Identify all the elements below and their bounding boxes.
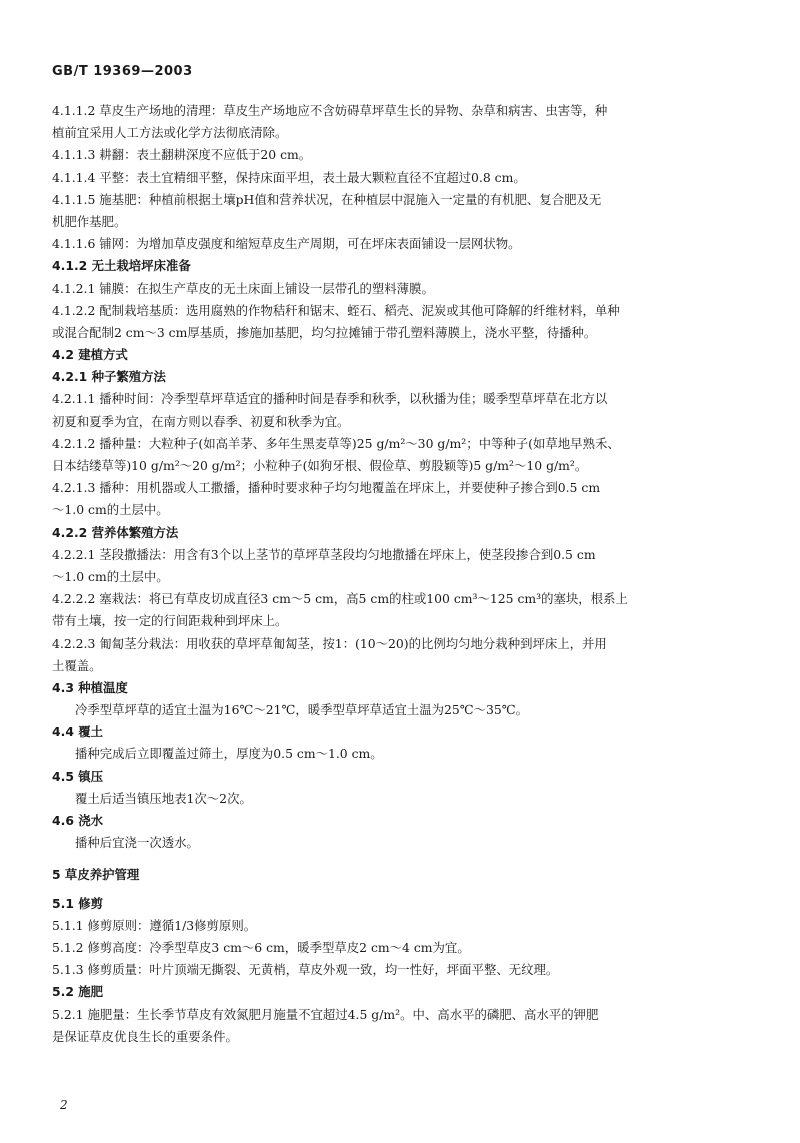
text-line: 5.1.3 修剪质量：叶片顶端无撕裂、无黄梢，草皮外观一致，均一性好，坪面平整、无纹理。: [52, 962, 559, 978]
section-heading: 4.2 建植方式: [52, 347, 128, 363]
standard-number-header: GB/T 19369—2003: [52, 64, 193, 79]
text-line: 4.1.1.3 耕翻：表土翻耕深度不应低于20 cm。: [52, 147, 312, 163]
text-line: 4.2.2.3 匍匐茎分栽法：用收获的草坪草匍匐茎，按1：(10～20)的比例均匀地分栽种到坪床上，并用: [52, 635, 607, 651]
text-line: 4.2.1.3 播种：用机器或人工撒播，播种时要求种子均匀地覆盖在坪床上，并要使种子掺合到0.5 cm: [52, 480, 601, 496]
section-heading: 5.2 施肥: [52, 984, 104, 1000]
text-line: 5.1.2 修剪高度：冷季型草皮3 cm～6 cm，暖季型草皮2 cm～4 cm为宜。: [52, 939, 470, 955]
text-line: 覆土后适当镇压地表1次～2次。: [75, 790, 252, 806]
section-heading: 4.2.1 种子繁殖方法: [52, 369, 166, 385]
text-line: 5.1.1 修剪原则：遵循1/3修剪原则。: [52, 917, 257, 933]
text-line: 土覆盖。: [52, 657, 102, 673]
text-line: 机肥作基肥。: [52, 213, 127, 229]
text-line: 是保证草皮优良生长的重要条件。: [52, 1028, 238, 1044]
text-line: 4.1.1.5 施基肥：种植前根据土壤pH值和营养状况，在种植层中混施入一定量的有机肥、复合肥及无: [52, 191, 602, 207]
chapter-heading: 5 草皮养护管理: [52, 867, 140, 883]
text-line: 冷季型草坪草的适宜土温为16℃～21℃，暖季型草坪草适宜土温为25℃～35℃。: [75, 702, 529, 718]
section-heading: 4.5 镇压: [52, 768, 104, 784]
page-number: 2: [60, 1098, 68, 1112]
text-line: 4.1.1.2 草皮生产场地的清理：草皮生产场地应不含妨碍草坪草生长的异物、杂草和病害、虫害等，种: [52, 103, 608, 118]
section-heading: 4.3 种植温度: [52, 679, 128, 695]
section-heading: 4.1.2 无土栽培坪床准备: [52, 258, 191, 274]
text-line: 日本结缕草等)10 g/m²～20 g/m²；小粒种子(如狗牙根、假俭草、剪股颖等)5 g/m²～10 g/m²。: [52, 458, 588, 473]
section-heading: 5.1 修剪: [52, 895, 104, 911]
body-text: [52, 100, 752, 1048]
text-line: 带有土壤，按一定的行间距栽种到坪床上。: [52, 613, 288, 629]
text-line: 4.1.2.1 铺膜：在拟生产草皮的无土床面上铺设一层带孔的塑料薄膜。: [52, 280, 434, 296]
section-heading: 4.4 覆土: [52, 724, 104, 740]
text-line: 或混合配制2 cm～3 cm厚基质，掺施加基肥，均匀拉摊铺于带孔塑料薄膜上，浇水平整，待播种。: [52, 324, 597, 340]
text-line: 4.1.1.4 平整：表土宜精细平整，保持床面平坦，表土最大颗粒直径不宜超过0.8 cm。: [52, 169, 526, 185]
text-line: 4.2.2.2 塞栽法：将已有草皮切成直径3 cm～5 cm，高5 cm的柱或100 cm³～125 cm³的塞块，根系上: [52, 591, 628, 607]
text-line: 5.2.1 施肥量：生长季节草皮有效氮肥月施量不宜超过4.5 g/m²。中、高水平的磷肥、高水平的钾肥: [52, 1006, 599, 1022]
section-heading: 4.2.2 营养体繁殖方法: [52, 524, 179, 540]
text-line: 4.1.2.2 配制栽培基质：选用腐熟的作物秸秆和锯末、蛭石、稻壳、泥炭或其他可降解的纤维材料，单种: [52, 302, 620, 318]
text-line: 植前宜采用人工方法或化学方法彻底清除。: [52, 125, 288, 141]
text-line: 初夏和夏季为宜，在南方则以春季、初夏和秋季为宜。: [52, 413, 350, 429]
text-line: ～1.0 cm的土层中。: [52, 502, 169, 518]
text-line: 4.2.1.1 播种时间：冷季型草坪草适宜的播种时间是春季和秋季，以秋播为佳；暖季型草坪草在北方以: [52, 391, 608, 407]
text-line: 播种后宜浇一次透水。: [75, 835, 199, 851]
text-line: 播种完成后立即覆盖过筛土，厚度为0.5 cm～1.0 cm。: [75, 746, 383, 762]
text-line: ～1.0 cm的土层中。: [52, 568, 169, 584]
section-heading: 4.6 浇水: [52, 813, 104, 828]
text-line: 4.1.1.6 铺网：为增加草皮强度和缩短草皮生产周期，可在坪床表面铺设一层网状物。: [52, 236, 521, 252]
text-line: 4.2.2.1 茎段撒播法：用含有3个以上茎节的草坪草茎段均匀地撒播在坪床上，使茎段掺合到0.5 cm: [52, 546, 596, 562]
text-line: 4.2.1.2 播种量：大粒种子(如高羊茅、多年生黑麦草等)25 g/m²～30 g/m²；中等种子(如草地早熟禾、: [52, 435, 620, 451]
